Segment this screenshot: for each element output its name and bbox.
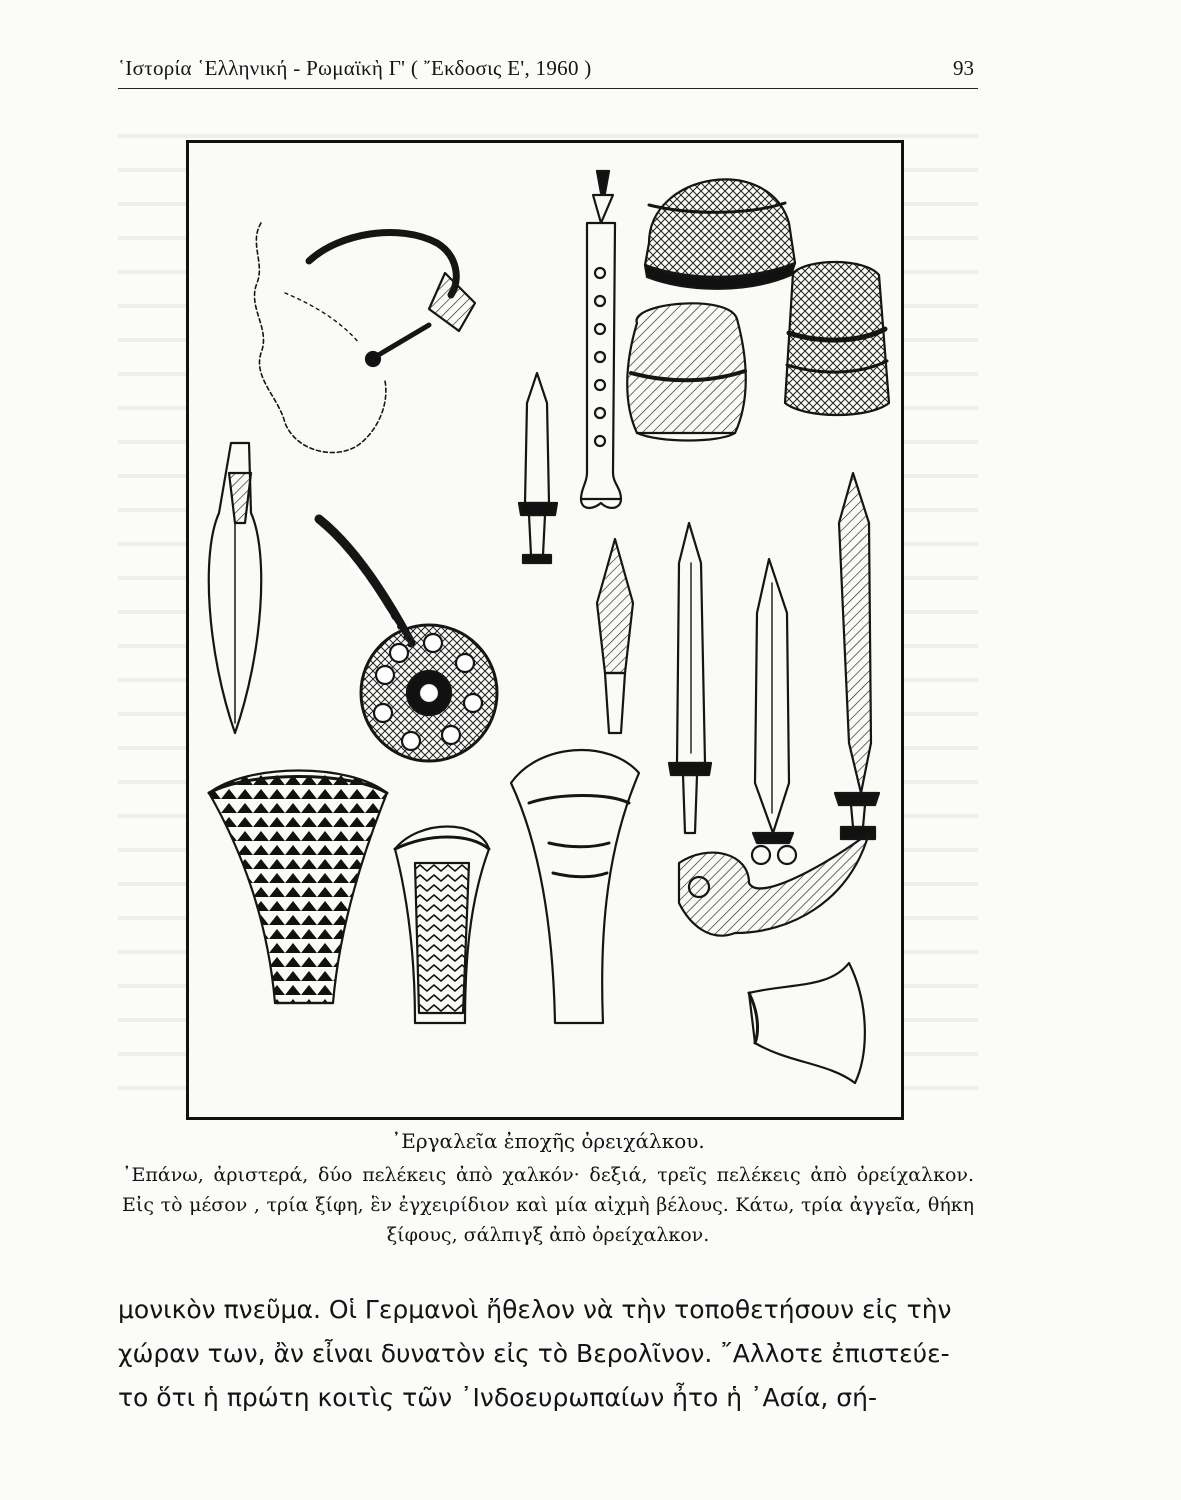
body-line: το ὅτι ἡ πρώτη κοιτὶς τῶν ᾿Ινδοευρωπαίων ἦτο ἡ ᾿Ασία, σή- — [118, 1383, 878, 1412]
running-head — [118, 52, 978, 89]
caption-body: ᾿Επάνω, ἀριστερά, δύο πελέκεις ἀπὸ χαλκόν· δεξιά, τρεῖς πελέκεις ἀπὸ ὀρείχαλκον. Εἰς τὸ μέσον , τρία ξίφη, ἓν ἐγχειρίδιον καὶ μία αἰχμὴ βέλους. Κάτω, τρία ἀγγεῖα, θήκη ξίφους, σάλπιγξ ἀπὸ ὀρείχαλκον. — [122, 1164, 974, 1246]
body-text — [118, 1288, 980, 1420]
curved-axe-blade — [679, 833, 869, 936]
dagger — [669, 523, 711, 833]
vessel-middle-left — [627, 303, 746, 440]
sword-center-left — [519, 373, 557, 563]
axe-head-bottom-right — [511, 750, 639, 1023]
bronze-age-tools-drawing — [189, 143, 901, 1117]
page-number: 93 — [953, 56, 974, 80]
vessel-middle-right — [785, 262, 889, 415]
bowl-vessel-top — [645, 179, 795, 288]
arrowhead-center — [597, 539, 633, 733]
sword-right-1 — [752, 559, 796, 864]
flat-axe-blade — [749, 963, 865, 1083]
hafted-axe-top-left — [255, 223, 475, 453]
body-line: χώραν των, ἂν εἶναι δυνατὸν εἰς τὸ Βερολῖνον. ῎Αλλοτε ἐπιστεύε- — [118, 1339, 950, 1368]
body-line: μονικὸν πνεῦμα. Οἱ Γερμανοὶ ἤθελον νὰ τὴν τοποθετήσουν εἰς τὴν — [118, 1295, 952, 1324]
sword-right-2 — [835, 473, 879, 839]
figure-caption — [118, 1126, 978, 1250]
axe-head-bottom-center — [395, 827, 489, 1024]
axe-head-bottom-left — [209, 771, 387, 1004]
spear-shaft-with-shield — [319, 519, 497, 761]
trumpet-horn — [581, 171, 621, 508]
caption-title: ᾿Εργαλεῖα ἐποχῆς ὀρειχάλκου. — [391, 1129, 705, 1153]
running-head-title: ῾Ιστορία ῾Ελληνική - Ρωμαϊκὴ Γ' ( ῎Εκδοσις Ε', 1960 ) — [118, 56, 592, 80]
figure-illustration — [186, 140, 904, 1120]
spearhead-left — [209, 443, 261, 733]
